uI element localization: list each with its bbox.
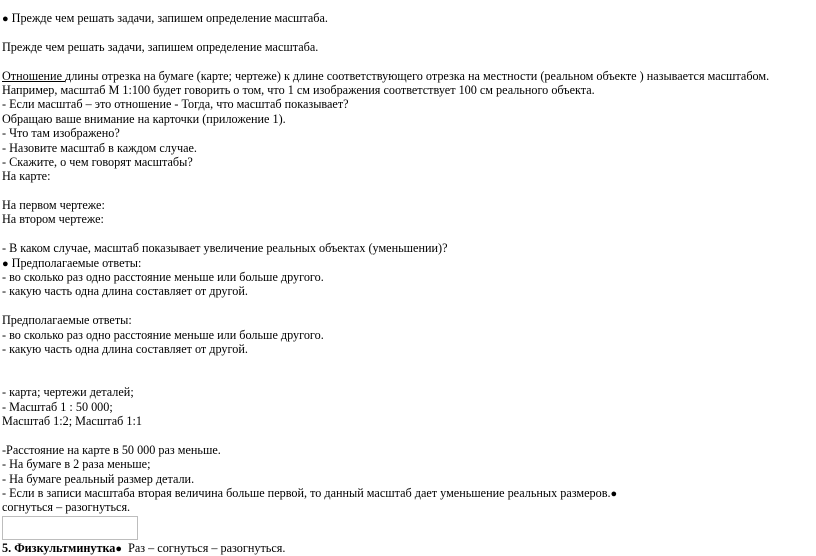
intro-line-repeat: Прежде чем решать задачи, запишем определение масштаба. [2,39,319,54]
definition-term: Отношение [2,68,66,83]
response-line-bulleted [2,486,814,500]
answer-line: - во сколько раз одно расстояние меньше или больше другого. [2,327,324,342]
question-line: - В каком случае, масштаб показывает увеличение реальных объектах (уменьшении)? [2,241,448,256]
answer-line: - какую часть одна длина составляет от другой. [2,341,248,356]
answer-line: - какую часть одна длина составляет от другой. [2,284,248,299]
response-line: - На бумаге реальный размер детали. [2,471,195,486]
definition-text: длины отрезка на бумаге (карте; чертеже) к длине соответствующего отрезка на местности (реальном объекте ) называется масштабом. [65,68,770,83]
document-body [2,11,814,515]
intro-line-bulleted [2,11,814,25]
question-line: На втором чертеже: [2,212,104,227]
empty-frame [2,516,138,540]
example-line: Например, масштаб М 1:100 будет говорить о том, что 1 см изображения соответствует 100 см реального объекта. [2,82,595,97]
bullet-icon: ● [610,487,618,500]
definition-line [2,69,814,83]
bullet-icon: ● [2,13,9,25]
answers-title: Предполагаемые ответы: [11,255,142,270]
response-line: - На бумаге в 2 раза меньше; [2,457,151,472]
section-heading-text: Раз – согнуться – разогнуться. [125,541,286,555]
question-line: - Если масштаб – это отношение - Тогда, что масштаб показывает? [2,97,349,112]
response-line: -Расстояние на карте в 50 000 раз меньше. [2,442,221,457]
answer-line: - во сколько раз одно расстояние меньше или больше другого. [2,270,324,285]
bullet-icon: ● [115,543,123,555]
question-line: - Что там изображено? [2,126,120,141]
response-line: - Масштаб 1 : 50 000; [2,399,113,414]
question-line: - Назовите масштаб в каждом случае. [2,140,197,155]
question-line: Обращаю ваше внимание на карточки (приложение 1). [2,111,286,126]
bullet-icon: ● [2,257,9,270]
response-line: Масштаб 1:2; Масштаб 1:1 [2,413,142,428]
answers-title: Предполагаемые ответы: [2,313,132,328]
answers-title-bulleted [2,256,814,270]
question-line: - Скажите, о чем говорят масштабы? [2,154,193,169]
response-line: согнуться – разогнуться. [2,500,131,515]
intro-text: Прежде чем решать задачи, запишем определение масштаба. [11,11,328,25]
question-line: На первом чертеже: [2,198,105,213]
response-text: - Если в записи масштаба вторая величина больше первой, то данный масштаб дает уменьшение реальных размеров. [2,485,611,500]
section-heading: 5. Физкультминутка [2,541,116,555]
response-line: - карта; чертежи деталей; [2,385,134,400]
question-line: На карте: [2,169,51,184]
